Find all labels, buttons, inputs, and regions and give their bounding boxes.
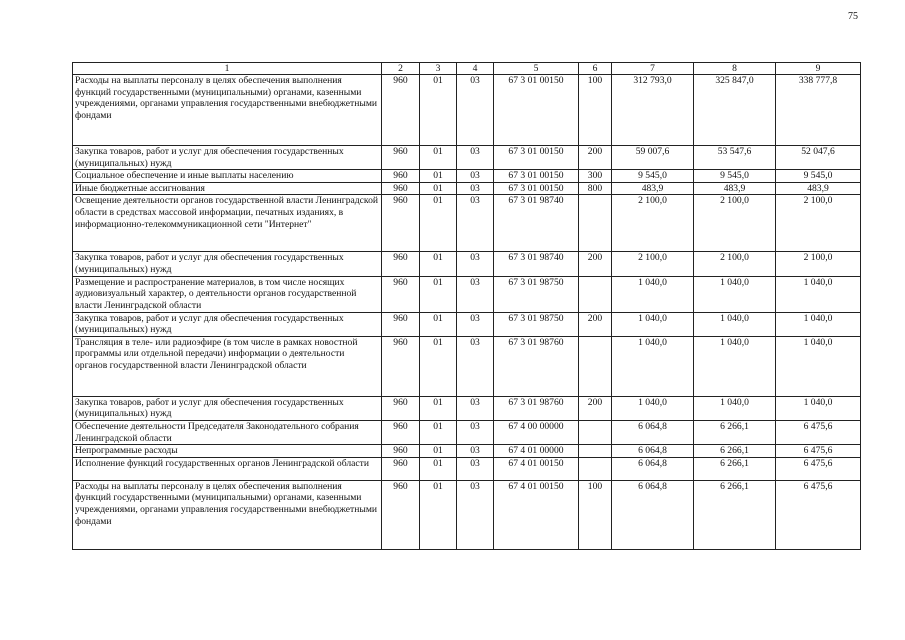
code-cell: 960 [382,480,420,549]
amount-cell: 1 040,0 [694,336,776,396]
target-article-cell: 67 3 01 98760 [494,396,579,420]
amount-cell: 6 266,1 [694,480,776,549]
amount-cell: 483,9 [612,182,694,195]
amount-cell: 1 040,0 [694,276,776,312]
subsection-cell: 03 [457,75,494,146]
table-row [73,396,861,420]
amount-cell: 1 040,0 [776,336,861,396]
amount-cell: 59 007,6 [612,146,694,170]
column-header: 8 [694,63,776,75]
row-name-cell: Трансляция в теле- или радиоэфире (в том числе в рамках новостной программы или отдельной передачи) информации о деятельности органов государственной власти Ленинградской области [73,336,382,396]
section-cell: 01 [420,182,457,195]
amount-cell: 312 793,0 [612,75,694,146]
row-name-cell: Исполнение функций государственных органов Ленинградской области [73,457,382,480]
expense-type-cell: 300 [579,170,612,183]
expense-type-cell: 200 [579,146,612,170]
subsection-cell: 03 [457,480,494,549]
table-row [73,182,861,195]
target-article-cell: 67 3 01 98740 [494,195,579,252]
section-cell: 01 [420,457,457,480]
subsection-cell: 03 [457,146,494,170]
expense-type-cell: 200 [579,312,612,336]
expense-type-cell [579,336,612,396]
amount-cell: 2 100,0 [776,195,861,252]
section-cell: 01 [420,396,457,420]
amount-cell: 53 547,6 [694,146,776,170]
expense-type-cell [579,195,612,252]
column-header: 4 [457,63,494,75]
amount-cell: 1 040,0 [694,312,776,336]
amount-cell: 2 100,0 [694,252,776,276]
row-name-cell: Закупка товаров, работ и услуг для обеспечения государственных (муниципальных) нужд [73,396,382,420]
amount-cell: 1 040,0 [694,396,776,420]
amount-cell: 6 475,6 [776,480,861,549]
amount-cell: 1 040,0 [776,396,861,420]
code-cell: 960 [382,276,420,312]
column-header: 2 [382,63,420,75]
code-cell: 960 [382,457,420,480]
amount-cell: 6 266,1 [694,457,776,480]
expense-type-cell: 200 [579,252,612,276]
amount-cell: 1 040,0 [612,276,694,312]
target-article-cell: 67 3 01 00150 [494,170,579,183]
section-cell: 01 [420,480,457,549]
target-article-cell: 67 3 01 98750 [494,276,579,312]
code-cell: 960 [382,396,420,420]
section-cell: 01 [420,252,457,276]
section-cell: 01 [420,420,457,444]
header-row [73,63,861,75]
table-row [73,276,861,312]
expense-type-cell [579,445,612,458]
amount-cell: 6 064,8 [612,420,694,444]
column-header: 1 [73,63,382,75]
table-row [73,420,861,444]
amount-cell: 2 100,0 [612,252,694,276]
amount-cell: 9 545,0 [612,170,694,183]
table-row [73,336,861,396]
code-cell: 960 [382,252,420,276]
code-cell: 960 [382,195,420,252]
amount-cell: 2 100,0 [776,252,861,276]
subsection-cell: 03 [457,457,494,480]
expense-type-cell: 200 [579,396,612,420]
expense-type-cell [579,457,612,480]
amount-cell: 6 266,1 [694,445,776,458]
row-name-cell: Социальное обеспечение и иные выплаты населению [73,170,382,183]
code-cell: 960 [382,312,420,336]
target-article-cell: 67 4 01 00000 [494,445,579,458]
section-cell: 01 [420,195,457,252]
amount-cell: 483,9 [776,182,861,195]
amount-cell: 1 040,0 [612,312,694,336]
row-name-cell: Расходы на выплаты персоналу в целях обеспечения выполнения функций государственными (муниципальными) органами, казенными учреждениями, органами управления государственными внебюджетными фондами [73,75,382,146]
amount-cell: 6 064,8 [612,457,694,480]
section-cell: 01 [420,75,457,146]
amount-cell: 52 047,6 [776,146,861,170]
table-row [73,480,861,549]
amount-cell: 9 545,0 [776,170,861,183]
target-article-cell: 67 3 01 98740 [494,252,579,276]
column-header: 9 [776,63,861,75]
target-article-cell: 67 3 01 98750 [494,312,579,336]
section-cell: 01 [420,276,457,312]
row-name-cell: Непрограммные расходы [73,445,382,458]
table-row [73,252,861,276]
page-number: 75 [848,11,858,22]
amount-cell: 6 064,8 [612,445,694,458]
target-article-cell: 67 4 00 00000 [494,420,579,444]
section-cell: 01 [420,336,457,396]
expense-type-cell: 100 [579,75,612,146]
amount-cell: 6 266,1 [694,420,776,444]
subsection-cell: 03 [457,336,494,396]
column-header: 6 [579,63,612,75]
row-name-cell: Закупка товаров, работ и услуг для обеспечения государственных (муниципальных) нужд [73,146,382,170]
column-header: 3 [420,63,457,75]
amount-cell: 2 100,0 [612,195,694,252]
section-cell: 01 [420,445,457,458]
amount-cell: 6 475,6 [776,445,861,458]
expense-type-cell: 100 [579,480,612,549]
table-row [73,457,861,480]
column-header: 5 [494,63,579,75]
row-name-cell: Освещение деятельности органов государственной власти Ленинградской области в средствах массовой информации, печатных изданиях, в информационно-телекоммуникационной сети "Интернет" [73,195,382,252]
amount-cell: 6 475,6 [776,457,861,480]
amount-cell: 6 064,8 [612,480,694,549]
target-article-cell: 67 3 01 00150 [494,146,579,170]
target-article-cell: 67 4 01 00150 [494,457,579,480]
code-cell: 960 [382,420,420,444]
section-cell: 01 [420,170,457,183]
amount-cell: 338 777,8 [776,75,861,146]
subsection-cell: 03 [457,182,494,195]
subsection-cell: 03 [457,312,494,336]
amount-cell: 1 040,0 [776,312,861,336]
row-name-cell: Закупка товаров, работ и услуг для обеспечения государственных (муниципальных) нужд [73,312,382,336]
expense-type-cell [579,276,612,312]
section-cell: 01 [420,312,457,336]
row-name-cell: Иные бюджетные ассигнования [73,182,382,195]
code-cell: 960 [382,336,420,396]
amount-cell: 325 847,0 [694,75,776,146]
table-row [73,312,861,336]
table-row [73,445,861,458]
code-cell: 960 [382,75,420,146]
code-cell: 960 [382,170,420,183]
subsection-cell: 03 [457,445,494,458]
table-row [73,75,861,146]
amount-cell: 6 475,6 [776,420,861,444]
target-article-cell: 67 3 01 00150 [494,75,579,146]
subsection-cell: 03 [457,396,494,420]
subsection-cell: 03 [457,276,494,312]
expense-type-cell: 800 [579,182,612,195]
expense-type-cell [579,420,612,444]
section-cell: 01 [420,146,457,170]
table-row [73,170,861,183]
code-cell: 960 [382,182,420,195]
table-row [73,146,861,170]
row-name-cell: Расходы на выплаты персоналу в целях обеспечения выполнения функций государственными (муниципальными) органами, казенными учреждениями, органами управления государственными внебюджетными фондами [73,480,382,549]
amount-cell: 483,9 [694,182,776,195]
amount-cell: 9 545,0 [694,170,776,183]
subsection-cell: 03 [457,170,494,183]
subsection-cell: 03 [457,420,494,444]
row-name-cell: Обеспечение деятельности Председателя Законодательного собрания Ленинградской области [73,420,382,444]
code-cell: 960 [382,146,420,170]
column-header: 7 [612,63,694,75]
row-name-cell: Закупка товаров, работ и услуг для обеспечения государственных (муниципальных) нужд [73,252,382,276]
subsection-cell: 03 [457,195,494,252]
amount-cell: 2 100,0 [694,195,776,252]
subsection-cell: 03 [457,252,494,276]
amount-cell: 1 040,0 [612,396,694,420]
target-article-cell: 67 3 01 00150 [494,182,579,195]
table-row [73,195,861,252]
row-name-cell: Размещение и распространение материалов, в том числе носящих аудиовизуальный характер, о деятельности органов государственной власти Ленинградской области [73,276,382,312]
target-article-cell: 67 3 01 98760 [494,336,579,396]
amount-cell: 1 040,0 [612,336,694,396]
amount-cell: 1 040,0 [776,276,861,312]
code-cell: 960 [382,445,420,458]
target-article-cell: 67 4 01 00150 [494,480,579,549]
budget-table [72,62,861,550]
